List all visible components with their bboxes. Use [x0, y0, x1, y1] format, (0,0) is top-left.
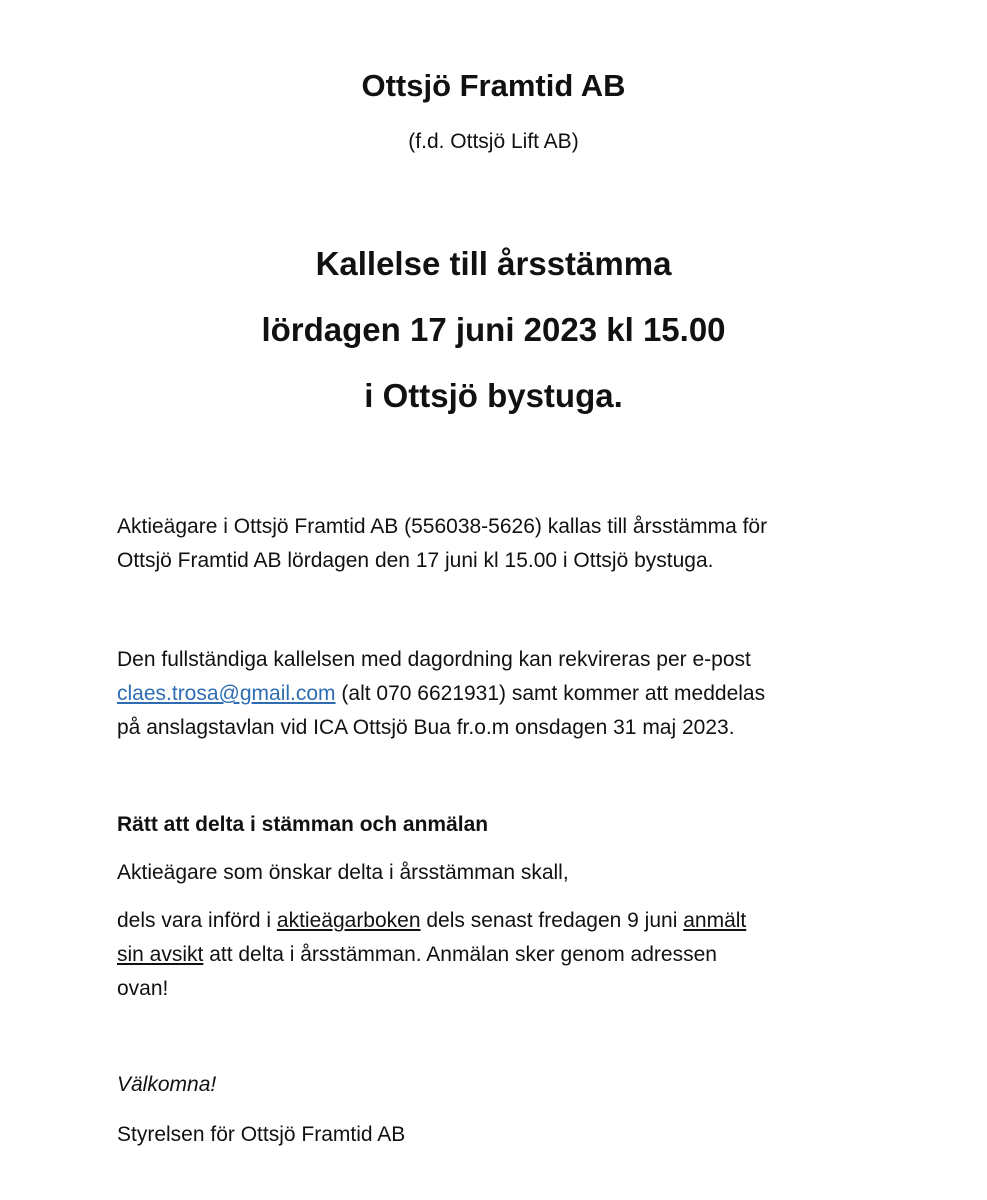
intro-line-2: Ottsjö Framtid AB lördagen den 17 juni kl 15.00 i Ottsjö bystuga.	[117, 549, 714, 572]
intro-line-1: Aktieägare i Ottsjö Framtid AB (556038-5626) kallas till årsstämma för	[117, 515, 768, 538]
requirements-text-a: dels vara införd i	[117, 909, 277, 932]
full-notice-paragraph	[117, 643, 877, 745]
requirements-text-d: ovan!	[117, 977, 169, 1000]
notified-term-part-1: anmält	[683, 909, 747, 932]
email-link[interactable]: claes.trosa@gmail.com	[117, 682, 336, 705]
notice-title-line-3: i Ottsjö bystuga.	[364, 377, 623, 414]
full-notice-line-3: på anslagstavlan vid ICA Ottsjö Bua fr.o.m onsdagen 31 maj 2023.	[117, 716, 735, 739]
welcome-text: Välkomna!	[117, 1073, 217, 1096]
signature: Styrelsen för Ottsjö Framtid AB	[117, 1123, 406, 1146]
participation-intro: Aktieägare som önskar delta i årsstämman skall,	[117, 861, 569, 884]
notified-term-part-2: sin avsikt	[117, 943, 204, 966]
former-company-name: (f.d. Ottsjö Lift AB)	[408, 130, 579, 153]
full-notice-line-1: Den fullständiga kallelsen med dagordning kan rekvireras per e-post	[117, 648, 751, 671]
shareholder-register-term: aktieägarboken	[276, 909, 421, 932]
notice-title-line-1: Kallelse till årsstämma	[315, 245, 672, 282]
participation-requirements	[117, 904, 877, 1006]
intro-paragraph	[117, 510, 877, 578]
requirements-text-b: dels senast fredagen 9 juni	[420, 909, 684, 932]
requirements-text-c: att delta i årsstämman. Anmälan sker genom adressen	[203, 943, 717, 966]
participation-heading: Rätt att delta i stämman och anmälan	[117, 813, 489, 836]
notice-title-line-2: lördagen 17 juni 2023 kl 15.00	[261, 311, 726, 348]
full-notice-line-2-rest: (alt 070 6621931) samt kommer att meddelas	[335, 682, 766, 705]
company-name: Ottsjö Framtid AB	[361, 68, 626, 103]
